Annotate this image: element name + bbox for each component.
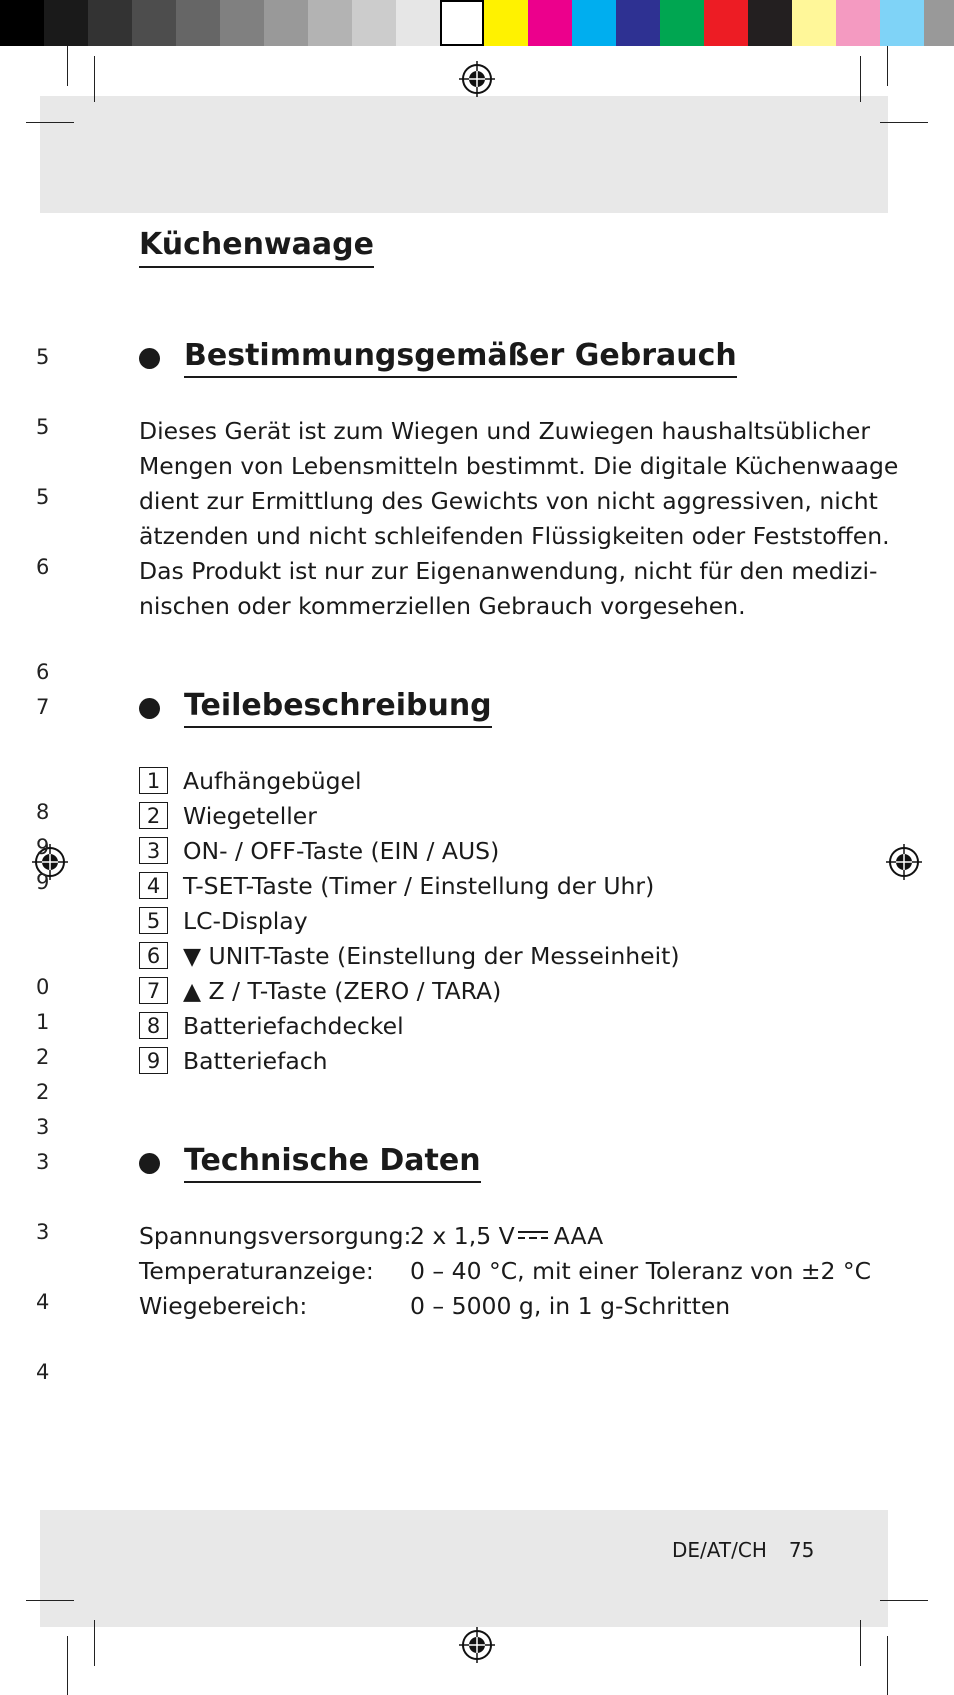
color-swatch (88, 0, 132, 46)
part-number-box: 4 (139, 872, 168, 899)
crop-mark (880, 1600, 928, 1601)
paragraph-line: nischen oder kommerziellen Gebrauch vorgesehen. (139, 592, 746, 620)
part-label: LC-Display (183, 906, 308, 935)
paragraph-line: dient zur Ermittlung des Gewichts von nicht aggressiven, nicht (139, 487, 878, 515)
color-swatch (704, 0, 748, 46)
registration-mark-icon (886, 844, 922, 880)
list-item (139, 1008, 679, 1043)
part-number-box: 7 (139, 977, 168, 1004)
list-item (139, 763, 679, 798)
part-number-box: 9 (139, 1047, 168, 1074)
paragraph-line: ätzenden und nicht schleifenden Flüssigkeiten oder Feststoffen. (139, 522, 890, 550)
page-title: Küchenwaage (139, 228, 374, 268)
spec-label: Temperaturanzeige: (139, 1256, 374, 1285)
list-item (139, 833, 679, 868)
margin-digit: 1 (36, 1010, 50, 1034)
part-label: Batteriefach (183, 1046, 328, 1075)
crop-mark (26, 122, 74, 123)
spec-value-text: 2 x 1,5 V (410, 1221, 515, 1250)
margin-digit: 9 (36, 835, 50, 859)
crop-mark (887, 1636, 888, 1695)
part-label: Wiegeteller (183, 801, 317, 830)
color-swatch (440, 0, 484, 46)
color-swatch (396, 0, 440, 46)
list-item (139, 938, 679, 973)
bullet-icon (139, 348, 160, 369)
part-label: Aufhängebügel (183, 766, 362, 795)
crop-mark (94, 56, 95, 102)
crop-mark (860, 56, 861, 102)
part-number-box: 5 (139, 907, 168, 934)
spec-value-text: AAA (553, 1221, 604, 1250)
color-swatch (528, 0, 572, 46)
list-item (139, 973, 679, 1008)
registration-mark-icon (459, 61, 495, 97)
spec-label: Wiegebereich: (139, 1291, 308, 1320)
crop-mark (860, 1620, 861, 1666)
table-row (139, 1253, 871, 1288)
part-label: ▲ Z / T-Taste (ZERO / TARA) (183, 976, 502, 1005)
color-swatch (792, 0, 836, 46)
color-swatch (484, 0, 528, 46)
intended-use-paragraph (139, 414, 899, 624)
spec-label: Spannungsversorgung: (139, 1221, 412, 1250)
color-swatch (0, 0, 44, 46)
crop-mark (26, 1600, 74, 1601)
crop-mark (880, 122, 928, 123)
registration-mark-icon (459, 1627, 495, 1663)
direct-current-icon (518, 1230, 548, 1240)
color-swatch (572, 0, 616, 46)
section-heading-tech (139, 1144, 481, 1183)
margin-digit: 5 (36, 415, 50, 439)
margin-digit: 0 (36, 975, 50, 999)
spec-value: 0 – 40 °C, mit einer Toleranz von ±2 °C (410, 1256, 872, 1285)
section-heading-use (139, 339, 737, 378)
color-swatch (880, 0, 924, 46)
table-row (139, 1218, 871, 1253)
crop-mark (94, 1620, 95, 1666)
margin-digit: 4 (36, 1360, 50, 1384)
margin-digit: 6 (36, 555, 50, 579)
color-swatch (836, 0, 880, 46)
table-row (139, 1288, 871, 1323)
top-gray-band (40, 96, 888, 213)
margin-digit: 5 (36, 345, 50, 369)
part-label: ▼ UNIT-Taste (Einstellung der Messeinheit) (183, 941, 680, 970)
paragraph-line: Mengen von Lebensmitteln bestimmt. Die digitale Küchenwaage (139, 452, 899, 480)
paragraph-line: Dieses Gerät ist zum Wiegen und Zuwiegen haushaltsüblicher (139, 417, 871, 445)
list-item (139, 903, 679, 938)
color-swatch (308, 0, 352, 46)
list-item (139, 868, 679, 903)
crop-mark (67, 46, 68, 86)
crop-mark (887, 46, 888, 86)
tech-specs-table (139, 1218, 871, 1323)
section-heading-text: Technische Daten (184, 1144, 481, 1183)
margin-digit: 3 (36, 1150, 50, 1174)
color-swatch (924, 0, 954, 46)
part-number-box: 3 (139, 837, 168, 864)
color-calibration-bar (484, 0, 954, 46)
page-footer (672, 1538, 814, 1562)
color-swatch (132, 0, 176, 46)
section-heading-parts (139, 689, 492, 728)
parts-list (139, 763, 679, 1078)
color-swatch (748, 0, 792, 46)
spec-value: 0 – 5000 g, in 1 g-Schritten (410, 1291, 731, 1320)
margin-digit: 8 (36, 800, 50, 824)
bottom-gray-band (40, 1510, 888, 1627)
color-swatch (660, 0, 704, 46)
part-number-box: 6 (139, 942, 168, 969)
spec-value (410, 1222, 603, 1250)
part-number-box: 2 (139, 802, 168, 829)
margin-digit: 4 (36, 1290, 50, 1314)
color-swatch (220, 0, 264, 46)
part-number-box: 8 (139, 1012, 168, 1039)
grayscale-calibration-bar (0, 0, 484, 46)
margin-digit: 7 (36, 695, 50, 719)
margin-digit: 3 (36, 1115, 50, 1139)
bullet-icon (139, 698, 160, 719)
bullet-icon (139, 1153, 160, 1174)
footer-language-code: DE/AT/CH (672, 1538, 767, 1562)
color-swatch (264, 0, 308, 46)
margin-digit: 2 (36, 1080, 50, 1104)
color-swatch (176, 0, 220, 46)
color-swatch (352, 0, 396, 46)
page-number: 75 (788, 1538, 815, 1562)
margin-digit: 2 (36, 1045, 50, 1069)
margin-digit: 3 (36, 1220, 50, 1244)
part-number-box: 1 (139, 767, 168, 794)
margin-digit: 6 (36, 660, 50, 684)
crop-mark (67, 1636, 68, 1695)
section-heading-text: Bestimmungsgemäßer Gebrauch (184, 339, 737, 378)
section-heading-text: Teilebeschreibung (184, 689, 492, 728)
color-swatch (616, 0, 660, 46)
margin-digit: 9 (36, 870, 50, 894)
margin-digit: 5 (36, 485, 50, 509)
list-item (139, 798, 679, 833)
paragraph-line: Das Produkt ist nur zur Eigenanwendung, nicht für den medizi- (139, 557, 878, 585)
part-label: Batteriefachdeckel (183, 1011, 404, 1040)
part-label: ON- / OFF-Taste (EIN / AUS) (183, 836, 500, 865)
list-item (139, 1043, 679, 1078)
color-swatch (44, 0, 88, 46)
part-label: T-SET-Taste (Timer / Einstellung der Uhr) (183, 871, 655, 900)
